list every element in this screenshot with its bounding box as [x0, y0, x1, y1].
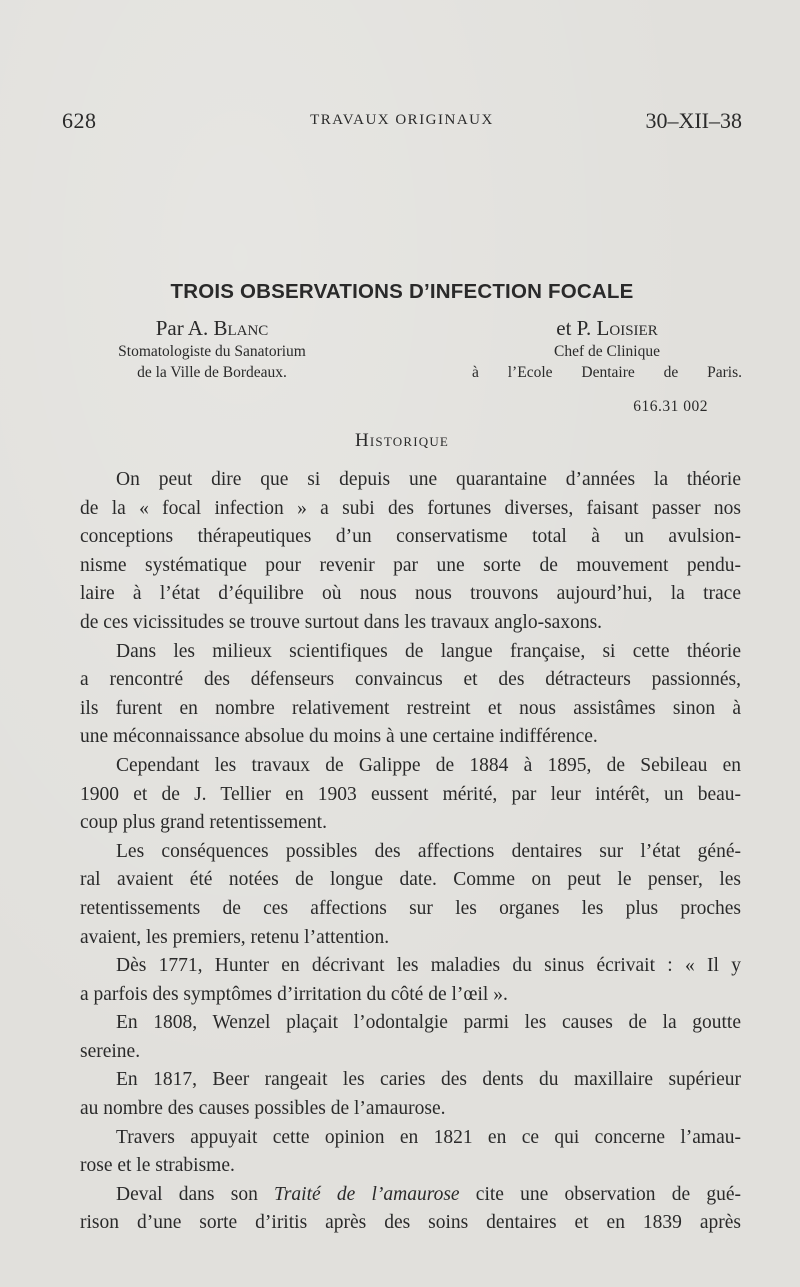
- author-affiliation-line: Chef de Clinique: [554, 343, 660, 360]
- text-line: de ces vicissitudes se trouve surtout dans les travaux anglo-saxons.: [80, 611, 603, 633]
- text-line: retentissements de ces affections sur les organes les plus proches: [80, 897, 741, 919]
- classification-code: 616.31 002: [633, 398, 708, 415]
- text-line: En 1808, Wenzel plaçait l’odontalgie parmi les causes de la goutte: [116, 1012, 741, 1034]
- text-line: au nombre des causes possibles de l’amaurose.: [80, 1098, 446, 1120]
- text-line: Dans les milieux scientifiques de langue française, si cette théorie: [116, 640, 741, 662]
- author-affiliation-line: à l’Ecole Dentaire de Paris.: [472, 364, 742, 381]
- text-line: une méconnaissance absolue du moins à une certaine indifférence.: [80, 726, 598, 748]
- issue-date: 30–XII–38: [645, 108, 742, 133]
- journal-section-title: TRAVAUX ORIGINAUX: [310, 112, 494, 128]
- text-line: avaient, les premiers, retenu l’attention.: [80, 926, 390, 948]
- paragraph: [80, 466, 741, 638]
- author-affiliation-line: de la Ville de Bordeaux.: [137, 364, 287, 381]
- article-title: TROIS OBSERVATIONS D’INFECTION FOCALE: [170, 280, 634, 303]
- text-line: conceptions thérapeutiques d’un conservatisme total à un avulsion-: [80, 526, 741, 548]
- text-line: nisme systématique pour revenir par une sorte de mouvement pendu-: [80, 554, 741, 576]
- text-line: sereine.: [80, 1040, 141, 1062]
- text-line: Les conséquences possibles des affections dentaires sur l’état géné-: [116, 840, 741, 862]
- author-surname: Loisier: [596, 316, 658, 340]
- text-line: Cependant les travaux de Galippe de 1884 à 1895, de Sebileau en: [116, 754, 741, 776]
- text-line: a rencontré des défenseurs convaincus et des détracteurs passionnés,: [80, 669, 741, 691]
- paragraph: [80, 838, 741, 952]
- author-affiliation-line: Stomatologiste du Sanatorium: [118, 343, 306, 360]
- text-line: Travers appuyait cette opinion en 1821 en ce qui concerne l’amau-: [116, 1126, 741, 1148]
- paragraph: [80, 952, 741, 1009]
- text-line: 1900 et de J. Tellier en 1903 eussent mérité, par leur intérêt, un beau-: [80, 783, 741, 805]
- text-line: coup plus grand retentissement.: [80, 812, 327, 834]
- paragraph: [80, 1066, 741, 1123]
- text-line: On peut dire que si depuis une quarantaine d’années la théorie: [116, 469, 741, 490]
- author-prefix: Par A.: [155, 316, 209, 340]
- paragraph: [80, 638, 741, 752]
- text-segment: cite une observation de gué-: [459, 1183, 741, 1205]
- paragraph: [80, 1009, 741, 1066]
- text-line: rison d’une sorte d’iritis après des soins dentaires et en 1839 après: [80, 1212, 741, 1234]
- paragraph: [80, 1181, 741, 1238]
- text-line: laire à l’état d’équilibre où nous nous trouvons aujourd’hui, la trace: [80, 583, 741, 605]
- author-blanc: [82, 315, 342, 383]
- author-name: [82, 315, 342, 341]
- paragraph: [80, 1124, 741, 1181]
- author-surname: Blanc: [213, 316, 269, 340]
- text-line: rose et le strabisme.: [80, 1155, 235, 1177]
- paragraph: [80, 752, 741, 838]
- page-number: 628: [62, 108, 97, 133]
- running-header: [62, 108, 742, 134]
- section-heading: Historique: [354, 430, 450, 451]
- text-line: ils furent en nombre relativement restreint et nous assistâmes sinon à: [80, 697, 741, 719]
- author-block: [62, 315, 742, 390]
- text-line: Dès 1771, Hunter en décrivant les maladies du sinus écrivait : « Il y: [116, 955, 741, 977]
- book-title-italic: Traité de l’amaurose: [274, 1183, 460, 1205]
- text-line: a parfois des symptômes d’irritation du côté de l’œil ».: [80, 983, 508, 1005]
- text-line: [80, 1181, 741, 1210]
- text-line: de la « focal infection » a subi des fortunes diverses, faisant passer nos: [80, 497, 741, 519]
- text-line: En 1817, Beer rangeait les caries des dents du maxillaire supérieur: [116, 1069, 741, 1091]
- article-body: [80, 466, 741, 1238]
- text-segment: Deval dans son: [116, 1183, 275, 1205]
- author-prefix: et P.: [556, 316, 592, 340]
- text-line: ral avaient été notées de longue date. Comme on peut le penser, les: [80, 869, 741, 891]
- author-name: [472, 315, 742, 341]
- author-loisier: [472, 315, 742, 383]
